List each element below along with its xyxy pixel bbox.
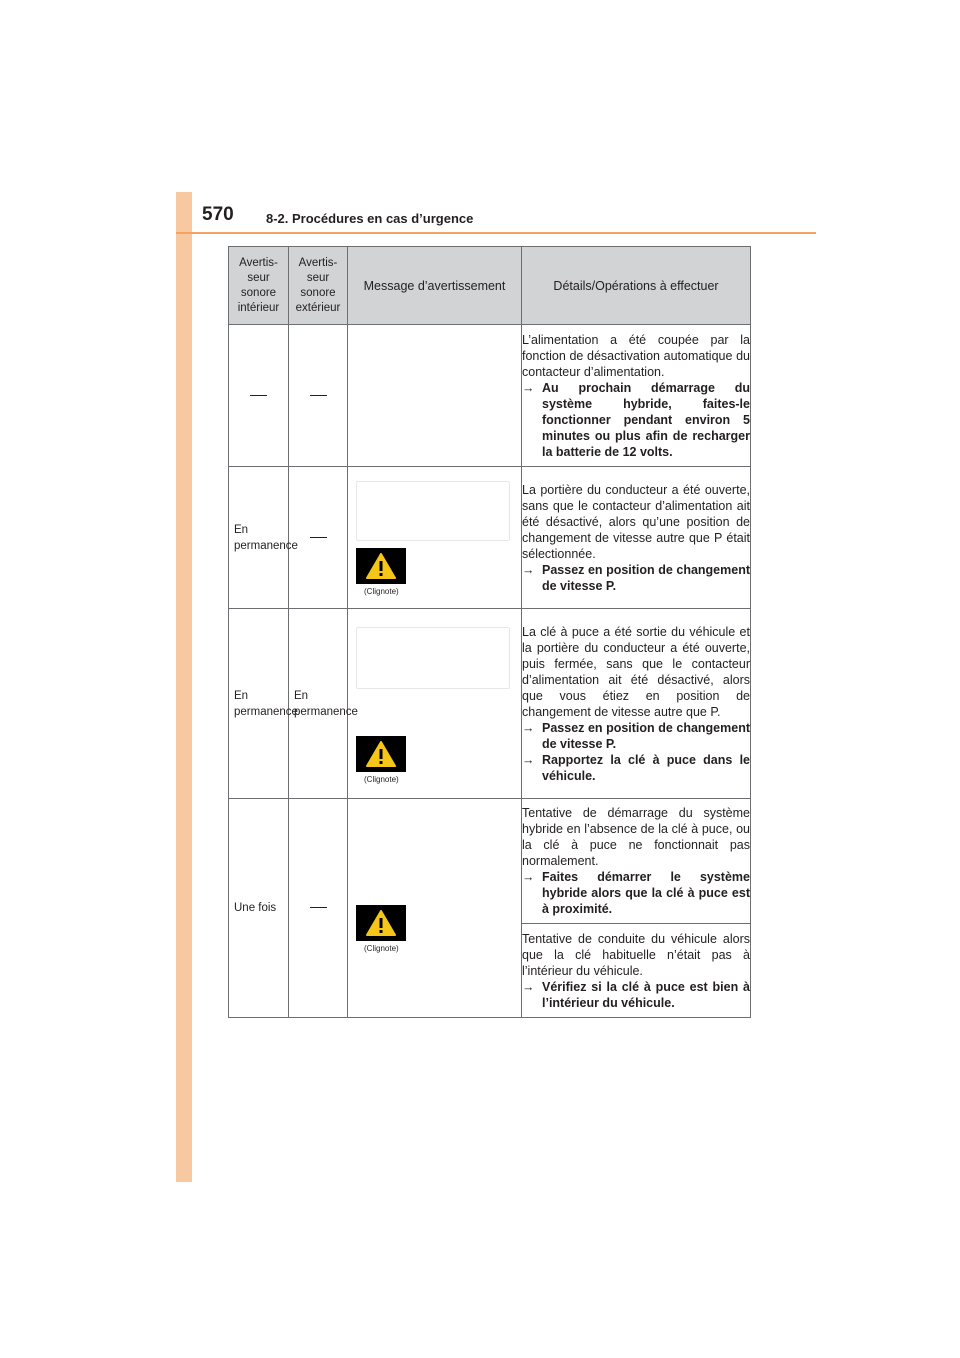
header-warning-message: Message d’avertissement [348,247,522,325]
warning-light [356,548,406,584]
page-header [176,192,816,240]
detail-description: Tentative de conduite du véhicule alors que la clé habituelle n’était pas à l’intérieur du véhicule. [522,931,750,978]
exterior-buzzer-cell [289,467,348,609]
warning-message-cell [348,325,522,467]
exterior-buzzer-cell [289,325,348,467]
exterior-buzzer-cell [289,799,348,1018]
warning-triangle-icon [366,910,396,936]
interior-buzzer-cell: En permanence [229,467,289,609]
action-item: → Faites démarrer le système hybride alors que la clé à puce est à proximité. [522,870,750,916]
message-display [356,627,510,689]
exterior-buzzer-cell: En permanence [289,609,348,799]
detail-description: La portière du conducteur a été ouverte, sans que le contacteur d’alimentation ait été désactivé, alors qu’une position de changement de vitesse autre que P était sélectionnée. [522,482,750,561]
action-item: → Passez en position de changement de vitesse P. [522,720,750,751]
warning-message-cell [348,609,522,799]
detail-description: La clé à puce a été sortie du véhicule et la portière du conducteur a été ouverte, puis fermée, sans que le contacteur d’alimentation ait été désactivé, alors que vous étiez en position de changement de vitesse autre que P. [522,624,750,719]
action-item: → Vérifiez si la clé à puce est bien à l’intérieur du véhicule. [522,979,750,1010]
warning-light [356,736,406,772]
warning-triangle-icon [366,553,396,579]
dash-mark [310,395,327,396]
section-title: 8-2. Procédures en cas d’urgence [266,211,474,226]
action-item: → Passez en position de changement de vitesse P. [522,562,750,593]
interior-buzzer-cell: En permanence [229,609,289,799]
header-details: Détails/Opérations à effectuer [522,247,751,325]
table-header-row [229,247,751,325]
dash-mark [310,537,327,538]
warning-light [356,905,406,941]
table-row [229,325,751,467]
interior-buzzer-cell: Une fois [229,799,289,1018]
flash-label: (Clignote) [364,775,399,784]
dash-mark [310,907,327,908]
interior-buzzer-cell [229,325,289,467]
details-cell [522,325,751,467]
header-rule [176,232,816,234]
flash-label: (Clignote) [364,587,399,596]
warning-message-cell [348,799,522,1018]
flash-label: (Clignote) [364,944,399,953]
details-cell [522,799,751,924]
action-item: → Au prochain démarrage du système hybride, faites-le fonctionner pendant environ 5 minutes ou plus afin de recharger la batterie de 12 volts. [522,380,750,459]
table-row [229,609,751,799]
detail-description: L’alimentation a été coupée par la fonction de désactivation automatique du contacteur d’alimentation. [522,332,750,379]
details-cell [522,467,751,609]
details-cell [522,924,751,1018]
page-number: 570 [202,204,234,225]
detail-description: Tentative de démarrage du système hybride en l’absence de la clé à puce, ou la clé à puce ne fonctionnait pas normalement. [522,806,750,868]
table-row [229,467,751,609]
warning-table [228,246,751,1018]
header-interior-buzzer: Avertis- seur sonore intérieur [229,247,289,325]
page-side-tab [176,192,192,1182]
table-row [229,799,751,924]
header-exterior-buzzer: Avertis- seur sonore extérieur [289,247,348,325]
details-cell [522,609,751,799]
action-item: → Rapportez la clé à puce dans le véhicule. [522,752,750,783]
message-display [356,481,510,541]
warning-message-cell [348,467,522,609]
warning-triangle-icon [366,741,396,767]
dash-mark [250,395,267,396]
